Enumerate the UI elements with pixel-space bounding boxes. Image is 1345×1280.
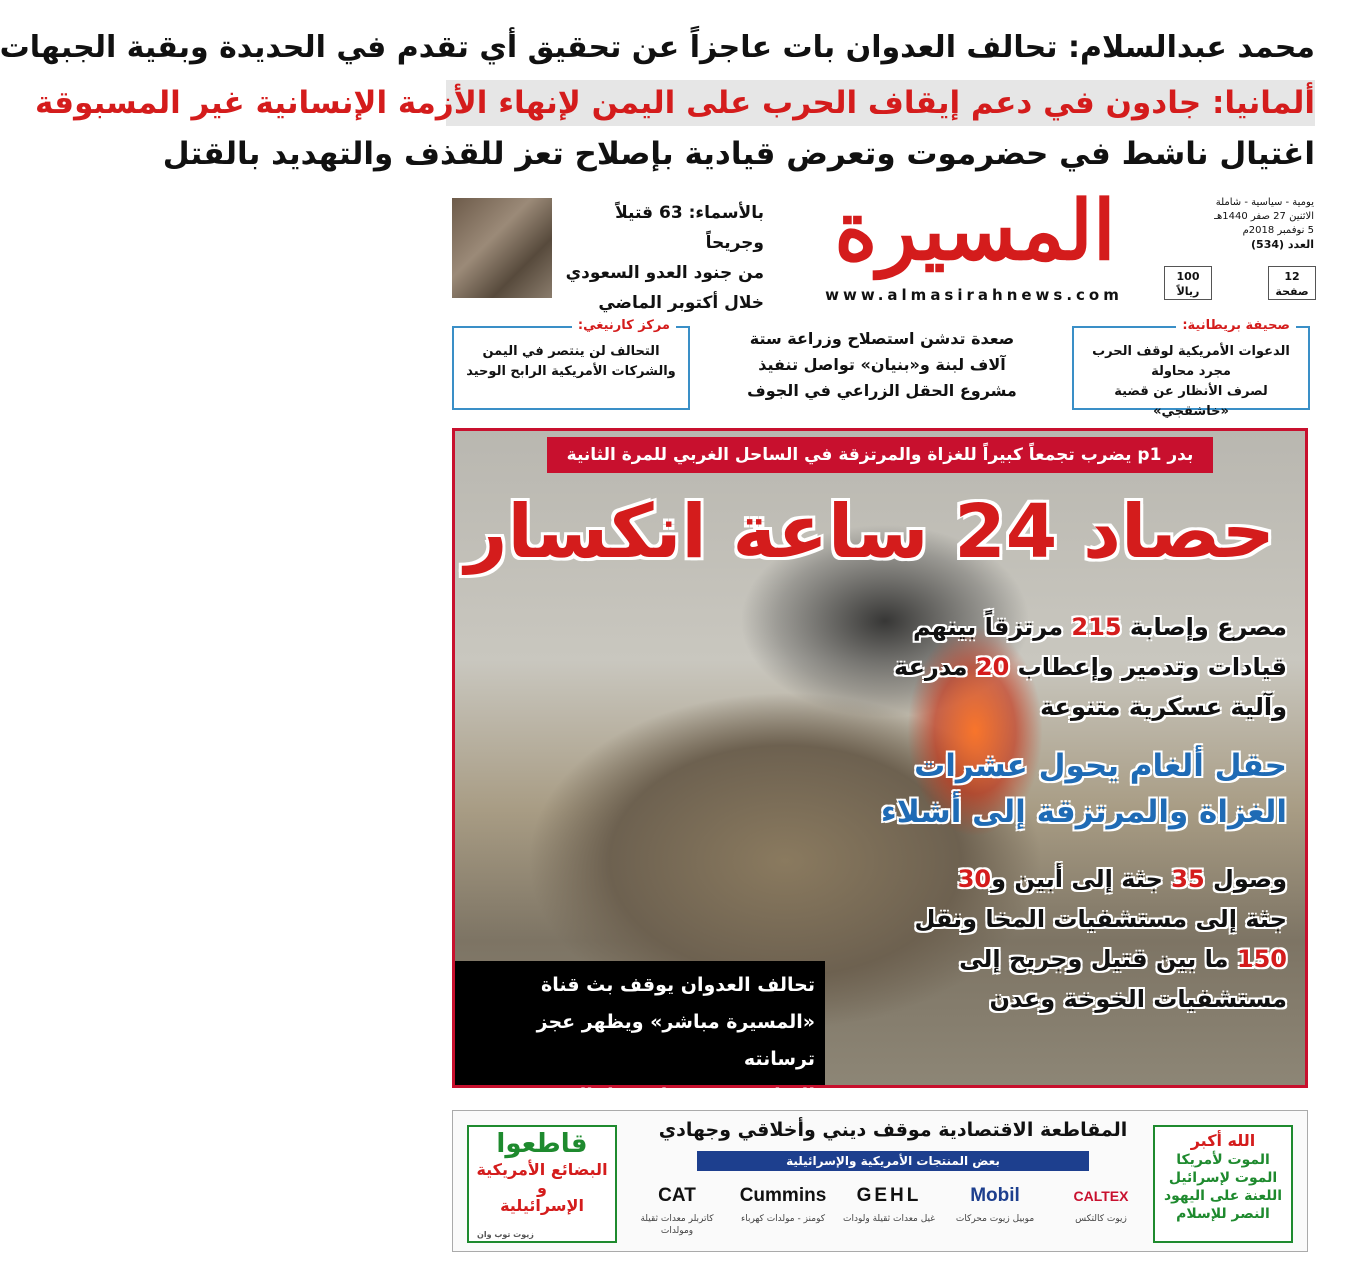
main-banner: بدر p1 يضرب تجمعاً كبيراً للغزاة والمرتزقة في الساحل الغربي للمرة الثانية <box>547 437 1213 473</box>
brand-cat: CAT كاتربلر معدات ثقيلة ومولدات <box>640 1185 714 1236</box>
brand-cummins: Cummins كومنز - مولدات كهرباء <box>739 1185 827 1224</box>
teaser-line: التحالف لن ينتصر في اليمن <box>482 344 660 359</box>
broadcast-blocked-box: تحالف العدوان يوقف بث قناة «المسيرة مباشر» ويظهر عجز ترسانته الإعلامية في مواجهتها بالصورة <box>455 961 825 1085</box>
teaser-line: والشركات الأمريكية الرابح الوحيد <box>466 364 676 379</box>
brand-gehl: GEHL غيل معدات ثقيلة ولودات <box>843 1185 935 1224</box>
newspaper-logo: المسيرة <box>834 183 1116 279</box>
meta-line: 5 نوفمبر 2018م <box>1242 225 1314 236</box>
teaser-tag: صحيفة بريطانية: <box>1176 317 1296 335</box>
issue-number: العدد (534) <box>1251 238 1314 251</box>
headline-1: محمد عبدالسلام: تحالف العدوان بات عاجزاً عن تحقيق أي تقدم في الحديدة وبقية الجبهات <box>0 30 1315 65</box>
brand-logos <box>629 1179 1149 1249</box>
brand-caltex: CALTEX زيوت كالتكس <box>1073 1188 1129 1224</box>
photo-caption-line: خلال أكتوبر الماضي <box>598 293 764 313</box>
issue-meta <box>1164 196 1314 252</box>
teaser-line: صعدة تدشن استصلاح وزراعة ستة <box>749 329 1015 348</box>
boycott-advert <box>452 1110 1308 1252</box>
headline-2: ألمانيا: جادون في دعم إيقاف الحرب على اليمن لإنهاء الأزمة الإنسانية غير المسبوقة <box>446 80 1315 126</box>
main-title: حصاد 24 ساعة انكسار <box>464 489 1275 575</box>
headline-3: اغتيال ناشط في حضرموت وتعرض قيادية بإصلاح تعز للقذف والتهديد بالقتل <box>162 136 1315 172</box>
boycott-call-box: قاطعوا البضائع الأمريكية و الإسرائيلية زيوت توب وان <box>467 1125 617 1243</box>
teaser-left[interactable] <box>452 318 690 410</box>
casualty-stats: مصرع وإصابة 215 مرتزقاً بينهم قيادات وتدمير وإعطاب 20 مدرعة وآلية عسكرية متنوعة <box>894 613 1287 721</box>
photo-caption-line: بالأسماء: 63 قتيلاً وجريحاً <box>615 203 764 253</box>
pages-count-box: 12 صفحة <box>1268 266 1316 300</box>
main-story-photo <box>452 428 1308 1107</box>
photo-caption <box>556 198 764 318</box>
boycott-title: المقاطعة الاقتصادية موقف ديني وأخلاقي وجهادي <box>658 1119 1128 1141</box>
teaser-line: مشروع الحقل الزراعي في الجوف <box>747 381 1017 400</box>
teaser-line: لصرف الأنظار عن قضية «خاشقجي» <box>1114 384 1268 419</box>
soldier-photo <box>452 198 552 298</box>
vehicle-number: 20 <box>975 653 1010 681</box>
meta-line: الاثنين 27 صفر 1440هـ <box>1214 211 1314 222</box>
boycott-subtitle: بعض المنتجات الأمريكية والإسرائيلية <box>697 1151 1089 1171</box>
casualty-number: 215 <box>1071 613 1122 641</box>
teaser-center[interactable] <box>706 326 1058 404</box>
slogan-box: الله أكبر الموت لأمريكا الموت لإسرائيل اللعنة على اليهود النصر للإسلام <box>1153 1125 1293 1243</box>
price-box: 100 ريالاً <box>1164 266 1212 300</box>
photo-caption-line: من جنود العدو السعودي <box>565 263 764 283</box>
teaser-line: آلاف لبنة و«بنيان» تواصل تنفيذ <box>758 355 1006 374</box>
bodies-stats: وصول 35 جثة إلى أبين و30 جثة إلى مستشفيات المخا ونقل 150 ما بين قتيل وجريح إلى مستشفيات الخوخة وعدن <box>914 865 1287 1013</box>
teaser-right[interactable] <box>1072 318 1310 419</box>
teaser-line: الدعوات الأمريكية لوقف الحرب مجرد محاولة <box>1092 344 1290 379</box>
minefield-subheadline: حقل ألغام يحول عشرات الغزاة والمرتزقة إلى أشلاء <box>880 748 1287 830</box>
website-url[interactable]: www.almasirahnews.com <box>825 286 1123 304</box>
meta-line: يومية - سياسية - شاملة <box>1215 197 1314 208</box>
brand-mobil: Mobil موبيل زيوت محركات <box>955 1185 1035 1224</box>
teaser-tag: مركز كارنيغي: <box>572 317 676 335</box>
